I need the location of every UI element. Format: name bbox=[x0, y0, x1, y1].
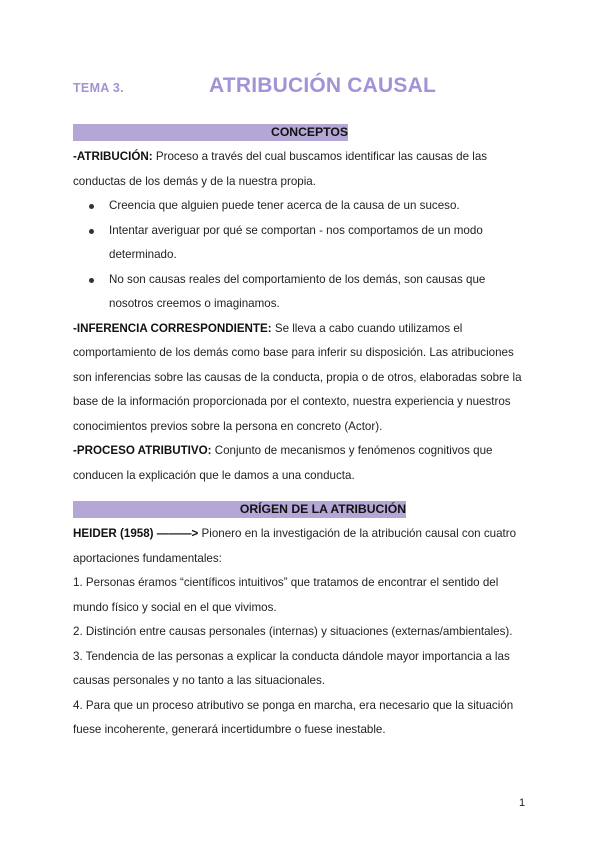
list-item: No son causas reales del comportamiento de los demás, son causas que nosotros creemos o imaginamos. bbox=[73, 268, 528, 317]
list-item: Creencia que alguien puede tener acerca de la causa de un suceso. bbox=[73, 194, 528, 219]
term-proceso: -PROCESO ATRIBUTIVO: bbox=[73, 444, 212, 457]
text-atribucion: Proceso a través del cual buscamos identificar las causas de las conductas de los demás y de la nuestra propia. bbox=[73, 150, 488, 188]
term-inferencia: -INFERENCIA CORRESPONDIENTE: bbox=[73, 321, 272, 335]
section-heading-label: CONCEPTOS bbox=[271, 125, 348, 139]
section-heading-origen bbox=[73, 501, 406, 518]
bullet-icon bbox=[89, 278, 94, 283]
text-heider: Pionero en la investigación de la atribución causal con cuatro aportaciones fundamentales: bbox=[73, 527, 517, 565]
section-heading-conceptos bbox=[73, 124, 348, 141]
text-proceso: Conjunto de mecanismos y fenómenos cognitivos que conducen la explicación que le damos a una conducta. bbox=[73, 444, 493, 482]
heider-intro bbox=[73, 522, 528, 571]
text-inferencia: Se lleva a cabo cuando utilizamos el comportamiento de los demás como base para inferir su disposición. Las atribuciones son inferencias sobre las causas de la conducta, propia o de otros, elaboradas sobre la base de la información proporcionada por el contexto, nuestra experiencia y nuestros conocimientos previos sobre la persona en concreto (Actor). bbox=[73, 321, 522, 433]
numbered-point: 2. Distinción entre causas personales (internas) y situaciones (externas/ambientales). bbox=[73, 625, 513, 638]
term-atribucion: -ATRIBUCIÓN: bbox=[73, 150, 153, 163]
section-heading-label: ORÍGEN DE LA ATRIBUCIÓN bbox=[239, 502, 406, 516]
definition-atribucion bbox=[73, 145, 528, 194]
numbered-point: 1. Personas éramos “científicos intuitivos” que tratamos de encontrar el sentido del mundo físico y social en el que vivimos. bbox=[73, 576, 499, 614]
bullet-list bbox=[73, 194, 528, 317]
definition-proceso bbox=[73, 439, 528, 488]
title-row bbox=[73, 74, 527, 102]
numbered-point: 4. Para que un proceso atributivo se ponga en marcha, era necesario que la situación fuese incoherente, generará incertidumbre o fuese inestable. bbox=[73, 698, 514, 736]
term-heider: HEIDER (1958) ———> bbox=[73, 527, 199, 540]
list-item: Intentar averiguar por qué se comportan - nos comportamos de un modo determinado. bbox=[73, 219, 528, 268]
definition-inferencia bbox=[73, 317, 528, 440]
page-number: 1 bbox=[519, 797, 526, 809]
bullet-icon bbox=[89, 204, 94, 209]
document-body bbox=[73, 122, 528, 743]
page-title: ATRIBUCIÓN CAUSAL bbox=[209, 74, 436, 97]
chapter-label: TEMA 3. bbox=[73, 81, 124, 95]
bullet-icon bbox=[89, 229, 94, 234]
numbered-point: 3. Tendencia de las personas a explicar la conducta dándole mayor importancia a las causas personales y no tanto a las situacionales. bbox=[73, 649, 510, 687]
